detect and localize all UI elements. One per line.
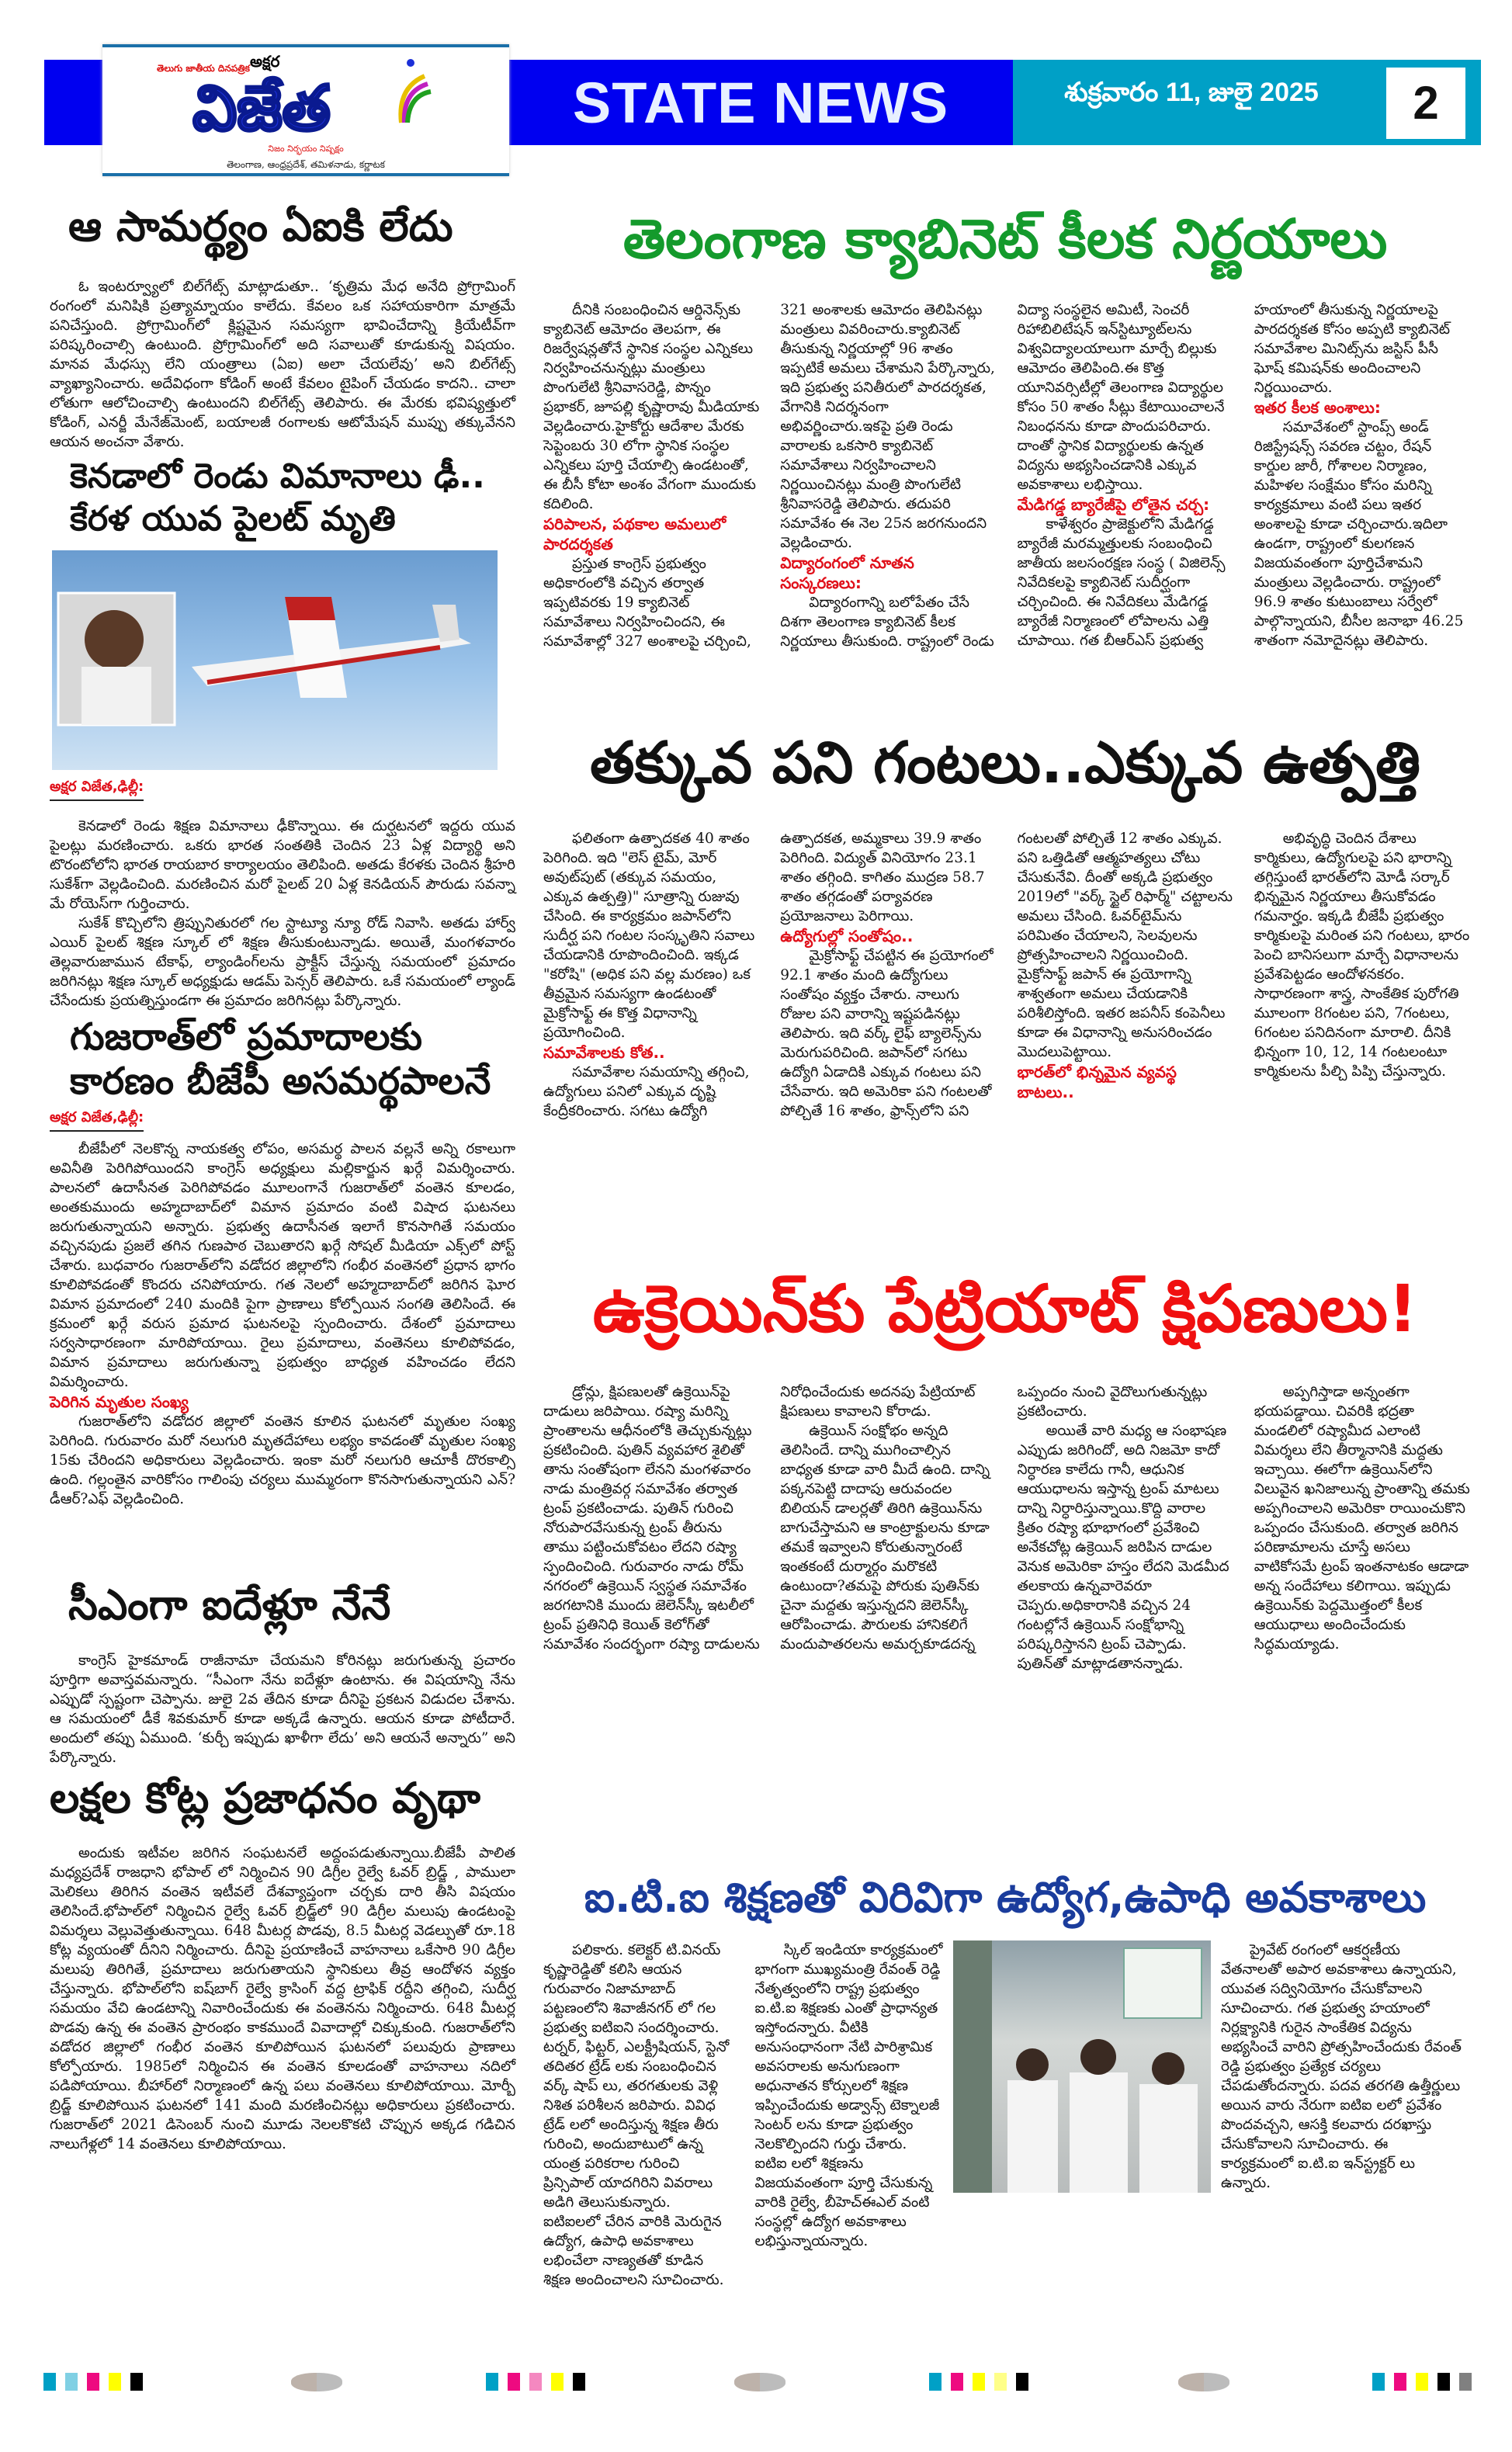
paragraph: ఉక్రెయిన్ సంక్షోభం అన్నది తెలిసిందే. దాన్ని ముగించాల్సిన బాధ్యత కూడా వారి మీదే ఉంది. దాన్ని పక్కనపెట్టి దాదాపు ఆరువందల బిలియన్ డాలర్లతో తిరిగి ఉక్రెయిన్‌ను బాగుచేస్తామని ఆ కాంట్రాక్టులను కూడా తమకే ఇవ్వాలని కోరుతున్నారంటే ఇంతకంటే దుర్మార్గం మరొకటి ఉంటుందా?తమపై పోరుకు పుతిన్‌కు చైనా మద్దతు ఇస్తున్నదని జెలెన్‌స్కీ ఆరోపించాడు. పౌరులకు హానికలిగే మందుపాతరలను అమర్చకూడదన్న ఒప్పందం నుంచి వైదొలుగుతున్నట్లు ప్రకటించారు. (780, 1383, 1208, 1653)
paragraph: ప్రస్తుత కాంగ్రెస్ ప్రభుత్వం అధికారంలోకి వచ్చిన తర్వాత ఇప్పటివరకు 19 క్యాబినెట్ సమావేశాలు నిర్వహించిందని, ఈ సమావేశాల్లో 327 అంశాలపై చర్చించి, 321 అంశాలకు ఆమోదం తెలిపినట్లు మంత్రులు వివరించారు.క్యాబినెట్ తీసుకున్న నిర్ణయాల్లో 96 శాతం ఇప్పటికే అమలు చేశామని పేర్కొన్నారు, ఇది ప్రభుత్వ పనితీరులో పారదర్శకత, వేగానికి నిదర్శనంగా అభివర్ణించారు.ఇకపై ప్రతి రెండు వారాలకు ఒకసారి క్యాబినెట్ సమావేశాలు నిర్వహించాలని నిర్ణయించినట్లు మంత్రి పొంగులేటి శ్రీనివాసరెడ్డి తెలిపారు. తదుపరి సమావేశం ఈ నెల 25న జరగనుందని వెల్లడించారు. (543, 302, 995, 650)
paragraph: అయితే వారి మధ్య ఆ సంభాషణ ఎప్పుడు జరిగిందో, అది నిజమో కాదో నిర్ధారణ కాలేదు గానీ, ఆధునిక ఆయుధాలను ఇస్తాన్న ట్రంప్ మాటలు దాన్ని నిర్ధారిస్తున్నాయి.కొద్ది వారాల క్రితం రష్యా భూభాగంలో ప్రవేశించి అనేకచోట్ల ఉక్రెయిన్ జరిపిన దాడుల వెనుక అమెరికా హస్తం లేదని మెడమీద తలకాయ ఉన్నవారెవరూ చెప్పరు.అధికారానికి వచ్చిన 24 గంటల్లోనే ఉక్రెయిన్ సంక్షోభాన్ని పరిష్కరిస్తానని ట్రంప్ చెప్పాడు. పుతిన్‌తో మాట్లాడతానన్నాడు. (1017, 1422, 1229, 1672)
headline-cm: సీఎంగా ఐదేళ్లూ నేనే (68, 1580, 391, 1629)
article-ukraine-body (543, 1382, 1471, 1864)
color-swatch (130, 2373, 143, 2391)
plane-icon (52, 550, 498, 770)
paragraph: కాళేశ్వరం ప్రాజెక్టులోని మేడిగడ్డ బ్యారేజీ మరమ్మత్తులకు సంబంధించి జాతీయ జలసంరక్షణ సంస్థ ( విజిలెన్స్ నివేదికలపై క్యాబినెట్ సుదీర్ఘంగా చర్చించింది. ఈ నివేదికలు మేడిగడ్డ బ్యారేజీ నిర్మాణంలో లోపాలను ఎత్తి చూపాయి. గత బీఆర్ఎస్ ప్రభుత్వ హయాంలో తీసుకున్న నిర్ణయాలపై పారదర్శకత కోసం అప్పటి క్యాబినెట్ సమావేశాల మినిట్స్‌ను జస్టిస్ పీసీ ఘోష్ కమిషన్‌కు అందించాలని నిర్ణయించారు. (1017, 302, 1451, 649)
subhead: పరిపాలన, పథకాల అమలులో పారదర్శకత (543, 515, 727, 553)
logo-tagline: నిజం నిర్భయం నిష్పక్షం (268, 144, 344, 154)
color-swatch (1416, 2373, 1428, 2391)
paragraph: విద్యారంగాన్ని బలోపేతం చేసే దిశగా తెలంగాణ క్యాబినెట్ కీలక నిర్ణయాలు తీసుకుంది. రాష్ట్రంలో రెండు విద్యా సంస్థలైన అమిటీ, సెంచరీ రిహాబిలిటేషన్ ఇన్‌స్టిట్యూట్‌లను విశ్వవిద్యాలయాలుగా మార్చే బిల్లుకు ఆమోదం తెలిపింది.ఈ కొత్త యూనివర్సిటీల్లో తెలంగాణ విద్యార్థుల కోసం 50 శాతం సీట్లు కేటాయించాలనే నిబంధనను కూడా పొందుపరిచారు. దాంతో స్థానిక విద్యార్థులకు ఉన్నత విద్యను అభ్యసించడానికి ఎక్కువ అవకాశాలు లభిస్తాయి. (780, 302, 1225, 650)
article-work-hours-body (543, 829, 1471, 1264)
paragraph: మైక్రోసాఫ్ట్ చేపట్టిన ఈ ప్రయోగంలో 92.1 శాతం మంది ఉద్యోగులు సంతోషం వ్యక్తం చేశారు. నాలుగు రోజుల పని వారాన్ని ఇష్టపడినట్లు తెలిపారు. ఇది వర్క్ లైఫ్ బ్యాలెన్స్‌ను మెరుగుపరిచింది. జపాన్‌లో సగటు ఉద్యోగి ఏడాదికి ఎక్కువ గంటలు పని చేసేవారు. ఇది అమెరికా పని గంటలతో పోల్చితే 16 శాతం, ఫ్రాన్స్‌లోని పని గంటలతో పోల్చితే 12 శాతం ఎక్కువ. పని ఒత్తిడితో ఆత్మహత్యలు చోటు చేసుకునేవి. దీంతో అక్కడి ప్రభుత్వం 2019లో "వర్క్ స్టైల్ రిఫార్మ్" చట్టాలను అమలు చేసింది. ఓవర్‌టైమ్‌ను పరిమితం చేయాలని, సెలవులను ప్రోత్సహించాలని నిర్ణయించింది. మైక్రోసాఫ్ట్ జపాన్ ఈ ప్రయోగాన్ని శాశ్వతంగా అమలు చేయడానికి పరిశీలిస్తోంది. ఇతర జపనీస్ కంపెనీలు కూడా ఈ విధానాన్ని అనుసరించడం మొదలుపెట్టాయి. (780, 831, 1233, 1120)
headline-ukraine: ఉక్రెయిన్‌కు పేట్రియాట్ క్షిపణులు! (592, 1271, 1418, 1347)
byline-canada: అక్షర విజేత,ఢిల్లీ: (50, 778, 144, 801)
right-column (536, 207, 1475, 2290)
subhead: ఉద్యోగుల్లో సంతోషం.. (780, 927, 914, 946)
registration-mark (291, 2373, 342, 2391)
paragraph: కాంగ్రెస్ హైకమాండ్ రాజీనామా చేయమని కోరినట్లు జరుగుతున్న ప్రచారం పూర్తిగా అవాస్తవమన్నారు. “సీఎంగా నేను ఐదేళ్లూ ఉంటాను. ఈ విషయాన్ని నేను ఎప్పుడో స్పష్టంగా చెప్పాను. జులై 2వ తేదిన కూడా దీనిపై ప్రకటన విడుదల చేశాను. ఆ సమయంలో డీకే శివకుమార్ కూడా అక్కడే ఉన్నారు. ఆయన కూడా పోటీదారే. అందులో తప్పు ఏముంది. ‘కుర్చీ ఇప్పుడు ఖాళీగా లేదు’ అని ఆయనే అన్నారు” అని పేర్కొన్నారు. (50, 1653, 515, 1767)
headline-public-money: లక్షల కోట్ల ప్రజాధనం వృథా (50, 1774, 480, 1823)
article-cm-body (50, 1651, 515, 1767)
color-swatch (1372, 2373, 1385, 2391)
headline-gujarat-1: గుజరాత్‌లో ప్రమాదాలకు (70, 1015, 423, 1060)
color-swatch (994, 2373, 1007, 2391)
headline-work-hours: తక్కువ పని గంటలు..ఎక్కువ ఉత్పత్తి (589, 730, 1421, 796)
color-swatch (1459, 2373, 1472, 2391)
registration-mark (1178, 2373, 1229, 2391)
logo-main-text: విజేత (192, 71, 331, 144)
color-swatch (87, 2373, 99, 2391)
section-title: STATE NEWS (572, 71, 949, 135)
color-swatch (929, 2373, 942, 2391)
paragraph: స్కిల్ ఇండియా కార్యక్రమంలో భాగంగా ముఖ్యమంత్రి రేవంత్ రెడ్డి నేతృత్వంలోని రాష్ట్ర ప్రభుత్వం ఐ.టి.ఐ శిక్షణకు ఎంతో ప్రాధాన్యత ఇస్తోందన్నారు. వీటికి అనుసంధానంగా నేటి పారిశ్రామిక అవసరాలకు అనుగుణంగా అధునాతన కోర్సులలో శిక్షణ ఇప్పించేందుకు అడ్వాన్స్ టెక్నాలజీ సెంటర్ లను కూడా ప్రభుత్వం నెలకొల్పిందని గుర్తు చేశారు. ఐటిఐ లలో శిక్షణను విజయవంతంగా పూర్తి చేసుకున్న వారికి రైల్వే, బీహెచ్ఈఎల్ వంటి సంస్థల్లో ఉద్యోగ అవకాశాలు లభిస్తున్నాయన్నారు. (754, 1942, 943, 2250)
issue-date: శుక్రవారం 11, జులై 2025 (1064, 78, 1319, 107)
article-cabinet-body (543, 300, 1471, 720)
subhead-deaths: పెరిగిన మృతుల సంఖ్య (50, 1392, 189, 1411)
paragraph: సమావేశంలో స్టాంప్స్ అండ్ రిజిస్ట్రేషన్స్ సవరణ చట్టం, రేషన్ కార్డుల జారీ, గోశాలల నిర్మాణం, మహిళల సంక్షేమం కోసం మరిన్ని కార్యక్రమాలు వంటి పలు ఇతర అంశాలపై కూడా చర్చించారు.ఇదిలా ఉండగా, రాష్ట్రంలో కులగణన విజయవంతంగా పూర్తిచేశామని మంత్రులు వెల్లడించారు. రాష్ట్రంలో 96.9 శాతం కుటుంబాలు సర్వేలో పాల్గొన్నాయని, బీసీల జనాభా 46.25 శాతంగా నమోదైనట్లు తెలిపారు. (1254, 419, 1464, 649)
subhead: భారత్‌లో భిన్నమైన వ్యవస్థ బాటలు.. (1017, 1063, 1177, 1102)
peacock-feather-icon (394, 57, 440, 127)
paragraph: సమావేశాల సమయాన్ని తగ్గించి, ఉద్యోగులు పనిలో ఎక్కువ దృష్టి కేంద్రీకరించారు. సగటు ఉద్యోగి ఉత్పాదకత, అమ్మకాలు 39.9 శాతం పెరిగింది. విద్యుత్ వినియోగం 23.1 శాతం తగ్గింది. కాగితం ముద్రణ 58.7 శాతం తగ్గడంతో పర్యావరణ ప్రయోజనాలు పెరిగాయి. (543, 831, 985, 1120)
color-swatch (1437, 2373, 1450, 2391)
article-iti-col-3 (1221, 1940, 1462, 2193)
color-swatch (508, 2373, 520, 2391)
article-gujarat-body (50, 1139, 515, 1574)
color-swatch (973, 2373, 985, 2391)
article-iti-body (543, 1940, 1475, 2290)
paragraph: డ్రోన్లు, క్షిపణులతో ఉక్రెయిన్‌పై దాడులు జరిపాయి. రష్యా మరిన్ని ప్రాంతాలను ఆధీనంలోకి తెచ్చుకున్నట్లు ప్రకటించింది. పుతిన్ వ్యవహార శైలితో తాను సంతోషంగా లేనని మంగళవారం నాడు మంత్రివర్గ సమావేశం తర్వాత ట్రంప్ ప్రకటించాడు. పుతిన్ గురించి నోరుపారవేసుకున్న ట్రంప్ తీరును తాము పట్టించుకోవటం లేదని రష్యా స్పందించింది. గురువారం నాడు రోమ్ నగరంలో ఉక్రెయిన్ స్వస్థత సమావేశం జరగటానికి ముందు జెలెన్‌స్కీ ఇటలీలో ట్రంప్ ప్రతినిధి కెయిత్ కెలోగ్‌తో సమావేశం సందర్భంగా రష్యా దాడులను నిరోధించేందుకు అదనపు పేట్రియాట్ క్షిపణులు కావాలని కోరాడు. (543, 1383, 976, 1653)
paragraph: దీనికి సంబంధించిన ఆర్డినెన్స్‌కు క్యాబినెట్ ఆమోదం తెలపగా, ఈ రిజర్వేషన్లతోనే స్థానిక సంస్థల ఎన్నికలు నిర్వహించనున్నట్లు మంత్రులు పొంగులేటి శ్రీనివాసరెడ్డి, పొన్నం ప్రభాకర్, జూపల్లి కృష్ణారావు మీడియాకు వెల్లడించారు.హైకోర్టు ఆదేశాల మేరకు సెప్టెంబరు 30 లోగా స్థానిక సంస్థల ఎన్నికలు పూర్తి చేయాల్సి ఉండటంతో, ఈ బీసీ కోటా అంశం వేగంగా ముందుకు కదిలింది. (543, 302, 760, 512)
color-swatch (109, 2373, 121, 2391)
color-swatch (951, 2373, 963, 2391)
paragraph: అప్పగిస్తాడా అన్నంతగా భయపడ్డాయి. చివరికి భద్రతా మండలిలో రష్యామీద ఎలాంటి విమర్శలు లేని తీర్మానానికి మద్దతు ఇచ్చాయి. ఈలోగా ఉక్రెయిన్‌లోని విలువైన ఖనిజాలున్న ప్రాంతాన్ని తమకు అప్పగించాలని అమెరికా రాయించుకొని ఒప్పందం చేసుకుంది. తర్వాత జరిగిన పరిణామాలను చూస్తే అసలు వాటికోసమే ట్రంప్ ఇంతనాటకం ఆడాడా అన్న సందేహాలు కలిగాయి. ఇప్పుడు ఉక్రెయిన్‌కు పెద్దమొత్తంలో కీలక ఆయుధాలు అందించేందుకు సిద్ధమయ్యాడు. (1254, 1383, 1470, 1653)
plane-crash-photo (52, 550, 498, 770)
article-canada-body (50, 817, 515, 1011)
logo-small-text: అక్షర (250, 52, 280, 71)
article-public-money-body (50, 1843, 515, 2154)
iti-visit-photo (953, 1940, 1211, 2193)
paragraph: కెనడాలో రెండు శిక్షణ విమానాలు ఢీకొన్నాయి. ఈ దుర్ఘటనలో ఇద్దరు యువ పైలట్లు మరణించారు. ఒకరు భారత సంతతికి చెందిన 23 ఏళ్ల విద్యార్థి అని టొరంటోలోని భారత రాయబార కార్యాలయం తెలిపింది. అతడు కేరళకు చెందిన శ్రీహరి సుకేశ్‌గా వెల్లడించింది. మరణించిన మరో పైలట్ 20 ఏళ్ల కెనడియన్ పౌరుడు సవన్నా మే రోయెస్‌గా గుర్తించారు. (50, 818, 515, 913)
headline-canada-1: కెనడాలో రెండు విమానాలు ఢీ.. (70, 456, 485, 497)
paragraph: బీజేపీలో నెలకొన్న నాయకత్వ లోపం, అసమర్థ పాలన వల్లనే అన్ని రకాలుగా అవినీతి పెరిగిపోయిందని కాంగ్రెస్ అధ్యక్షులు మల్లికార్జున ఖర్గే విమర్శించారు. పాలనలో ఉదాసీనత పెరిగిపోవడం మూలంగానే గుజరాత్‌లో వంతెన కూలడం, అంతకుముందు అహ్మదాబాద్‌లో విమాన ప్రమాదం వంటి విషాద ఘటనలు జరుగుతున్నాయని అన్నారు. ప్రభుత్వ ఉదాసీనత ఇలాగే కొనసాగితే సమయం వచ్చినపుడు ప్రజలే తగిన గుణపాఠ చెబుతారని ఖర్గే సోషల్ మీడియా ఎక్స్‌లో పోస్ట్ చేశారు. బుధవారం గుజరాత్‌లోని వడోదర జిల్లాలోని గంభీర వంతెనలో ప్రధాన భాగం కూలిపోవడంతో కొందరు చనిపోయారు. గత నెలలో అహ్మదాబాద్‌లో జరిగిన ఘోర విమాన ప్రమాదంలో 240 మందికి పైగా ప్రాణాలు కోల్పోయిన సంగతి తెలిసిందే. ఈ క్రమంలో ఖర్గే వరుస ప్రమాద ఘటనలపై స్పందించారు. దేశంలో ప్రమాదాలు సర్వసాధారణంగా మారిపోయాయి. రైలు ప్రమాదాలు, వంతెనలు కూలిపోవడం, విమాన ప్రమాదాలు జరుగుతున్నా ప్రభుత్వం బాధ్యత వహించడం లేదని విమర్శించారు. (50, 1140, 515, 1390)
article-iti-cols-1-2 (543, 1940, 943, 2290)
paragraph: ఫలితంగా ఉత్పాదకత 40 శాతం పెరిగింది. ఇది "లెస్ టైమ్, మోర్ అవుట్‌పుట్ (తక్కువ సమయం, ఎక్కువ ఉత్పత్తి)" సూత్రాన్ని రుజువు చేసింది. ఈ కార్యక్రమం జపాన్‌లోని సుదీర్ఘ పని గంటల సంస్కృతిని సవాలు చేయడానికి రూపొందించింది. ఇక్కడ "కరోషి" (అధిక పని వల్ల మరణం) ఒక తీవ్రమైన సమస్యగా ఉండటంతో మైక్రోసాఫ్ట్ ఈ కొత్త విధానాన్ని ప్రయోగించింది. (543, 831, 755, 1042)
headline-gujarat-2: కారణం బీజేపీ అసమర్థపాలనే (70, 1059, 491, 1103)
logo-states: తెలంగాణ, ఆంధ్రప్రదేశ్, తమిళనాడు, కర్ణాటక (227, 159, 385, 170)
color-swatch (43, 2373, 56, 2391)
headline-iti: ఐ.టి.ఐ శిక్షణతో విరివిగా ఉద్యోగ,ఉపాధి అవకాశాలు (584, 1872, 1427, 1922)
color-swatch (529, 2373, 542, 2391)
subhead: మేడిగడ్డ బ్యారేజీపై లోతైన చర్చ: (1017, 495, 1210, 514)
paragraph: గుజరాత్‌లోని వడోదర జిల్లాలో వంతెన కూలిన ఘటనలో మృతుల సంఖ్య పెరిగింది. గురువారం మరో నలుగురి మృతదేహాలు లభ్యం కావడంతో మృతుల సంఖ్య 15కు చేరిందని అధికారులు వెల్లడించారు. ఇంకా మరో నలుగురి ఆచూకీ దొరకాల్సి ఉంది. గల్లంతైన వారికోసం గాలింపు చర్యలు ముమ్మరంగా కొనసాగుతున్నాయని ఎన్?డీఆర్?ఎఫ్ వెల్లడించింది. (50, 1413, 515, 1507)
color-swatch (573, 2373, 585, 2391)
headline-cabinet: తెలంగాణ క్యాబినెట్ కీలక నిర్ణయాలు (622, 207, 1388, 271)
logo-top-text: తెలుగు జాతీయ దినపత్రిక (157, 63, 250, 74)
subhead: సమావేశాలకు కోత.. (543, 1043, 665, 1063)
paragraph: సుకేశ్ కొచ్చిలోని త్రిప్పునితురలో గల స్టాట్యూ న్యూ రోడ్ నివాసి. అతడు హార్వ్ ఎయిర్ పైలట్ శిక్షణ స్కూల్ లో శిక్షణ తీసుకుంటున్నాడు. అయితే, మంగళవారం తెల్లవారుజామున టేకాఫ్, ల్యాండింగ్‌లను ప్రాక్టీస్ చేస్తున్న సమయంలో ప్రమాదం జరిగినట్లు శిక్షణ స్కూల్ అధ్యక్షుడు ఆడమ్ పెన్సర్ తెలిపారు. ఒకే సమయంలో ల్యాండ్ చేసేందుకు ప్రయత్నిస్తుండగా ఈ ప్రమాదం జరిగినట్లు పేర్కొన్నారు. (50, 915, 515, 1010)
byline-gujarat: అక్షర విజేత,ఢిల్లీ: (50, 1108, 144, 1132)
subhead: విద్యారంగంలో నూతన సంస్కరణలు: (780, 553, 914, 592)
left-column (50, 203, 515, 2154)
article-ai-body (50, 277, 515, 452)
newspaper-logo (102, 44, 509, 176)
color-swatch (1016, 2373, 1028, 2391)
paragraph: అందుకు ఇటీవల జరిగిన సంఘటనలే అద్దంపడుతున్నాయి.బీజేపీ పాలిత మధ్యప్రదేశ్ రాజధాని భోపాల్ లో నిర్మించిన 90 డిగ్రీల రైల్వే ఓవర్ బ్రిడ్జ్ , పాములా మెలికలు తిరిగిన వంతెన ఇటీవలే దేశవ్యాప్తంగా చర్చకు దారి తీసి విషయం తెలిసిందే.భోపాల్‌లో నిర్మించిన రైల్వే ఓవర్ బ్రిడ్జ్‌లో 90 డిగ్రీల మలుపు ఉండటంపై విమర్శలు వెల్లువెత్తుతున్నాయి. 648 మీటర్ల పొడవు, 8.5 మీటర్ల వెడల్పుతో రూ.18 కోట్ల వ్యయంతో దీనిని నిర్మించారు. దీనిపై ప్రయాణించే వాహనాలు ఒకేసారి 90 డిగ్రీల మలుపు తిరిగితే, ప్రమాదాలు జరుగుతాయని స్థానికులు తీవ్ర ఆందోళన వ్యక్తం చేస్తున్నారు. భోపాల్‌లోని ఐష్‌బాగ్ రైల్వే క్రాసింగ్ వద్ద ట్రాఫిక్ రద్దీని తగ్గించి, సుదీర్ఘ సమయం వేచి ఉండటాన్ని నివారించేందుకు ఈ వంతెనను నిర్మించారు. 648 మీటర్ల పొడవు ఉన్న ఈ వంతెన ప్రారంభం కాకముందే వివాదాల్లో చిక్కుకుంది. గుజరాత్‌లోని వడోదర జిల్లాలో గంభీర వంతెన కూలిపోయిన ఘటనలో పలువురు ప్రాణాలు కోల్పోయారు. 1985లో నిర్మించిన ఈ వంతెన కూలడంతో వాహనాలు నదిలో పడిపోయాయి. బీహార్‌లో నిర్మాణంలో ఉన్న పలు వంతెనలు కూలిపోయాయి. మోర్బీ బ్రిడ్జ్ కూలిపోయిన ఘటనలో 141 మంది మరణించినట్లు అధికారులు ప్రకటించారు. గుజరాత్‌లో 2021 డిసెంబర్ నుంచి మూడు నెలలకొకటి చొప్పున అక్కడ గడిచిన నాలుగేళ్లలో 14 వంతెనలు కూలిపోయాయి. (50, 1844, 515, 2152)
color-swatch (1394, 2373, 1406, 2391)
paragraph: అభివృద్ధి చెందిన దేశాలు కార్మికులు, ఉద్యోగులపై పని భారాన్ని తగ్గిస్తుంటే భారత్‌లోని మోడీ సర్కార్ భిన్నమైన నిర్ణయాలు తీసుకోవడం గమనార్హం. ఇక్కడి బీజేపీ ప్రభుత్వం కార్మికులపై మరింత పని గంటలు, భారం పెంచి బానిసలుగా మార్చే విధానాలను ప్రవేశపెట్టడం ఆందోళనకరం. సాధారణంగా శాస్త్ర, సాంకేతిక పురోగతి మూలంగా 8గంటల పని, 7గంటలు, 6గంటల పనిదినంగా మారాలి. దీనికి భిన్నంగా 10, 12, 14 గంటలంటూ కార్మికులను పీల్చి పిప్పి చేస్తున్నారు. (1254, 831, 1470, 1080)
color-swatch (65, 2373, 78, 2391)
paragraph: ప్రైవేట్ రంగంలో ఆకర్షణీయ వేతనాలతో అపార అవకాశాలు ఉన్నాయని, యువత సద్వినియోగం చేసుకోవాలని సూచించారు. గత ప్రభుత్వ హయాంలో నిర్లక్ష్యానికి గురైన సాంకేతిక విద్యను అభ్యసించే వారిని ప్రోత్సహించేందుకు రేవంత్ రెడ్డి ప్రభుత్వం ప్రత్యేక చర్యలు చేపడుతోందన్నారు. పదవ తరగతి ఉత్తీర్ణులు అయిన వారు నేరుగా ఐటిఐ లలో ప్రవేశం పొందవచ్చని, ఆసక్తి కలవారు దరఖాస్తు చేసుకోవాలని సూచించారు. ఈ కార్యక్రమంలో ఐ.టి.ఐ ఇన్‌స్ట్రక్టర్ లు ఉన్నారు. (1221, 1942, 1462, 2192)
color-swatch (551, 2373, 564, 2391)
page-number: 2 (1386, 68, 1465, 139)
paragraph: ఓ ఇంటర్వ్యూలో బిల్‌గేట్స్ మాట్లాడుతూ.. ‘కృత్రిమ మేధ అనేది ప్రోగ్రామింగ్ రంగంలో మనిషికి ప్రత్యామ్నాయం కాలేదు. కేవలం ఒక సహాయకారిగా మాత్రమే పనిచేస్తుంది. ప్రోగ్రామింగ్‌లో క్లిష్టమైన సమస్యగా భావించేదాన్ని క్రియేటీవ్‌గా పరిష్కరించాల్సి ఉంటుంది. ప్రోగ్రామింగ్‌లో అది సవాలుతో కూడుకున్న విషయం. మానవ మేధస్సు లేని యంత్రాలు (ఏఐ) అలా చేయలేవు’ అని బిల్‌గేట్స్ వ్యాఖ్యానించారు. అదేవిధంగా కోడింగ్ అంటే కేవలం టైపింగ్ చేయడం కాదని.. చాలా లోతుగా ఆలోచించాల్సి ఉంటుందని బిల్‌గేట్స్ తెలిపారు. ఈ మేరకు భవిష్యత్తులో కోడింగ్, ఎనర్జీ మేనేజ్‌మెంట్, బయాలజీ రంగాలకు ఆటోమేషన్ ముప్పు తక్కువేనని ఆయన అంచనా వేశారు. (50, 279, 515, 451)
color-swatch (486, 2373, 498, 2391)
subhead: ఇతర కీలక అంశాలు: (1254, 398, 1381, 417)
paragraph: పలికారు. కలెక్టర్ టి.వినయ్ కృష్ణారెడ్డితో కలిసి ఆయన గురువారం నిజామాబాద్ పట్టణంలోని శివాజీనగర్ లో గల ప్రభుత్వ ఐటిఐని సందర్శించారు. టర్నర్, ఫిట్టర్, ఎలక్ట్రీషియన్, స్టెనో తదితర ట్రేడ్ లకు సంబంధించిన వర్క్ షాప్ లు, తరగతులకు వెళ్లి నిశిత పరిశీలన జరిపారు. వివిధ ట్రేడ్ లలో అందిస్తున్న శిక్షణ తీరు గురించి, అందుబాటులో ఉన్న యంత్ర పరికరాల గురించి ప్రిన్సిపాల్ యాదగిరిని వివరాలు అడిగి తెలుసుకున్నారు. ఐటిఐలలో చేరిన వారికి మెరుగైన ఉద్యోగ, ఉపాధి అవకాశాలు లభించేలా నాణ్యతతో కూడిన శిక్షణ అందించాలని సూచించారు. (543, 1942, 730, 2289)
headline-ai: ఆ సామర్థ్యం ఏఐకి లేదు (68, 202, 453, 251)
headline-canada-2: కేరళ యువ పైలట్ మృతి (70, 498, 396, 539)
people-group-icon (953, 1940, 1211, 2193)
registration-mark (734, 2373, 785, 2391)
